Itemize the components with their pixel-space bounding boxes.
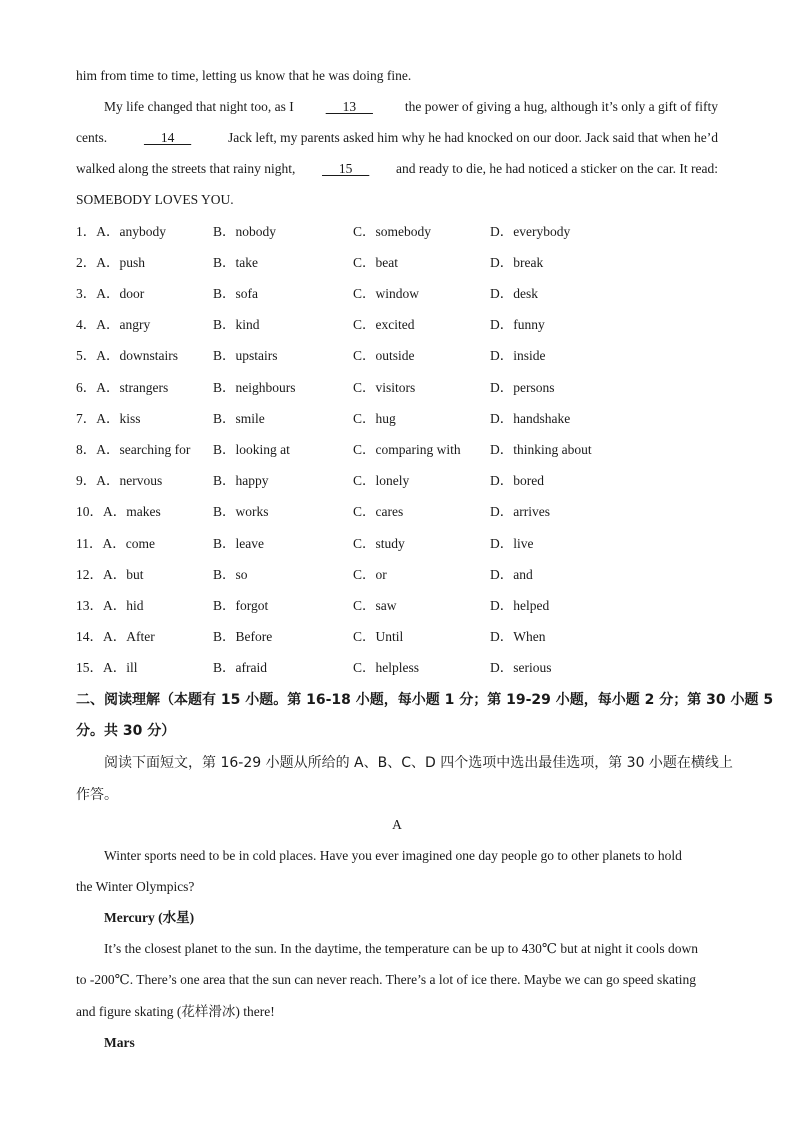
- option-a-text: come: [125, 536, 155, 551]
- option-a: [76, 472, 162, 490]
- mercury-line1: It’s the closest planet to the sun. In the daytime, the temperature can be up to 430℃ but at night it cools down: [104, 941, 698, 956]
- option-b: B．nobody: [213, 224, 277, 239]
- option-b: B．upstairs: [213, 348, 278, 363]
- option-b: B．Before: [213, 629, 273, 644]
- option-b: B．kind: [213, 317, 260, 332]
- option-c: C．outside: [353, 348, 415, 363]
- option-d: D．and: [490, 567, 533, 582]
- passage-intro-line1: Winter sports need to be in cold places. Have you ever imagined one day people go to other planets to hold: [104, 848, 682, 863]
- blank-14: 14: [143, 130, 192, 145]
- option-a: [76, 347, 178, 365]
- question-number: 5．A．: [76, 348, 120, 363]
- option-a-text: but: [126, 567, 144, 582]
- question-number: 4．A．: [76, 317, 120, 332]
- option-b: B．looking at: [213, 442, 290, 457]
- option-c: C．cares: [353, 504, 404, 519]
- question-row: [76, 316, 718, 334]
- question-row: [76, 410, 718, 428]
- option-a-text: nervous: [119, 473, 163, 488]
- section-2-instruction-line1: 阅读下面短文，第 16-29 小题从所给的 A、B、C、D 四个选项中选出最佳选项，第 30 小题在横线上: [104, 755, 733, 771]
- story-text: walked along the streets that rainy night,: [76, 161, 296, 176]
- option-a-text: hid: [126, 598, 144, 613]
- option-b: B．leave: [213, 536, 264, 551]
- story-text: Jack left, my parents asked him why he had knocked on our door. Jack said that when he’d: [228, 130, 718, 145]
- question-row: [76, 535, 718, 553]
- mercury-line3: and figure skating (花样滑冰) there!: [76, 1004, 275, 1019]
- question-number: 14．A．: [76, 629, 127, 644]
- option-c: C．comparing with: [353, 442, 461, 457]
- mercury-line2: to -200℃. There’s one area that the sun can never reach. There’s a lot of ice there. Maybe we can go speed skating: [76, 972, 696, 987]
- option-a-text: downstairs: [119, 348, 178, 363]
- question-row: [76, 472, 718, 490]
- question-number: 1．A．: [76, 224, 120, 239]
- story-para2-line1: [104, 98, 718, 116]
- question-row: [76, 566, 718, 584]
- section-2-title-line1: 二、阅读理解（本题有 15 小题。第 16-18 小题，每小题 1 分；第 19-29 小题，每小题 2 分；第 30 小题 5: [76, 692, 774, 708]
- option-b: B．works: [213, 504, 269, 519]
- story-line-1: him from time to time, letting us know that he was doing fine.: [76, 68, 412, 83]
- option-a-text: door: [119, 286, 145, 301]
- story-text: My life changed that night too, as I: [104, 99, 294, 114]
- option-d: D．desk: [490, 286, 538, 301]
- option-a: [76, 379, 168, 397]
- passage-intro-line2: the Winter Olympics?: [76, 879, 195, 894]
- blank-13: 13: [325, 99, 373, 114]
- question-row: [76, 254, 718, 272]
- option-a: [76, 254, 145, 272]
- question-number: 15．A．: [76, 660, 127, 675]
- question-number: 13．A．: [76, 598, 127, 613]
- question-row: [76, 628, 718, 646]
- option-d: D．handshake: [490, 411, 571, 426]
- question-row: [76, 659, 718, 677]
- option-a-text: strangers: [119, 380, 169, 395]
- blank-15: 15: [322, 161, 370, 176]
- option-c: C．hug: [353, 411, 396, 426]
- option-d: D．thinking about: [490, 442, 592, 457]
- option-a: [76, 659, 138, 677]
- option-c: C．helpless: [353, 660, 419, 675]
- option-d: D．break: [490, 255, 544, 270]
- mars-heading: Mars: [104, 1035, 135, 1050]
- option-a: [76, 503, 161, 521]
- section-2-title-line2: 分。共 30 分）: [76, 723, 176, 739]
- option-b: B．neighbours: [213, 380, 296, 395]
- option-c: C．somebody: [353, 224, 432, 239]
- option-d: D．funny: [490, 317, 545, 332]
- option-a-text: kiss: [119, 411, 141, 426]
- question-number: 7．A．: [76, 411, 120, 426]
- option-a-text: searching for: [119, 442, 191, 457]
- option-a: [76, 597, 144, 615]
- story-text: cents.: [76, 130, 108, 145]
- option-d: D．everybody: [490, 224, 571, 239]
- section-2-instruction-line2: 作答。: [76, 787, 118, 803]
- mercury-heading: Mercury (水星): [104, 910, 195, 925]
- question-number: 11．A．: [76, 536, 126, 551]
- option-c: C．lonely: [353, 473, 410, 488]
- question-number: 8．A．: [76, 442, 120, 457]
- question-row: [76, 379, 718, 397]
- question-row: [76, 285, 718, 303]
- story-text: the power of giving a hug, although it’s only a gift of fifty: [404, 99, 718, 114]
- option-d: D．serious: [490, 660, 552, 675]
- option-c: C．or: [353, 567, 387, 582]
- option-a: [76, 285, 144, 303]
- question-number: 6．A．: [76, 380, 120, 395]
- option-d: D．persons: [490, 380, 555, 395]
- option-b: B．smile: [213, 411, 265, 426]
- option-c: C．saw: [353, 598, 397, 613]
- option-a: [76, 535, 155, 553]
- option-b: B．forgot: [213, 598, 269, 613]
- option-d: D．bored: [490, 473, 544, 488]
- story-text: and ready to die, he had noticed a sticker on the car. It read:: [395, 161, 718, 176]
- option-c: C．beat: [353, 255, 398, 270]
- option-d: D．When: [490, 629, 546, 644]
- option-a-text: angry: [119, 317, 151, 332]
- option-d: D．inside: [490, 348, 546, 363]
- question-row: [76, 503, 718, 521]
- story-para2-line4: SOMEBODY LOVES YOU.: [76, 192, 234, 207]
- option-b: B．afraid: [213, 660, 267, 675]
- question-number: 2．A．: [76, 255, 120, 270]
- option-a-text: makes: [126, 504, 161, 519]
- question-number: 9．A．: [76, 473, 120, 488]
- option-a-text: push: [119, 255, 146, 270]
- option-a: [76, 628, 155, 646]
- option-a: [76, 316, 150, 334]
- option-b: B．sofa: [213, 286, 258, 301]
- passage-label: A: [392, 817, 402, 832]
- question-row: [76, 223, 718, 241]
- option-a-text: ill: [126, 660, 138, 675]
- story-para2-line2: [76, 129, 718, 147]
- question-number: 12．A．: [76, 567, 127, 582]
- question-row: [76, 441, 718, 459]
- option-a-text: anybody: [119, 224, 166, 239]
- option-c: C．excited: [353, 317, 415, 332]
- option-d: D．arrives: [490, 504, 550, 519]
- option-c: C．Until: [353, 629, 404, 644]
- option-a: [76, 566, 144, 584]
- question-number: 3．A．: [76, 286, 120, 301]
- question-number: 10．A．: [76, 504, 127, 519]
- option-c: C．study: [353, 536, 405, 551]
- question-row: [76, 597, 718, 615]
- option-a-text: After: [126, 629, 155, 644]
- option-c: C．visitors: [353, 380, 416, 395]
- option-a: [76, 410, 141, 428]
- story-para2-line3: [76, 160, 718, 178]
- option-b: B．so: [213, 567, 248, 582]
- option-d: D．live: [490, 536, 534, 551]
- option-b: B．take: [213, 255, 258, 270]
- option-d: D．helped: [490, 598, 550, 613]
- option-c: C．window: [353, 286, 420, 301]
- question-row: [76, 347, 718, 365]
- option-a: [76, 441, 190, 459]
- option-a: [76, 223, 166, 241]
- option-b: B．happy: [213, 473, 269, 488]
